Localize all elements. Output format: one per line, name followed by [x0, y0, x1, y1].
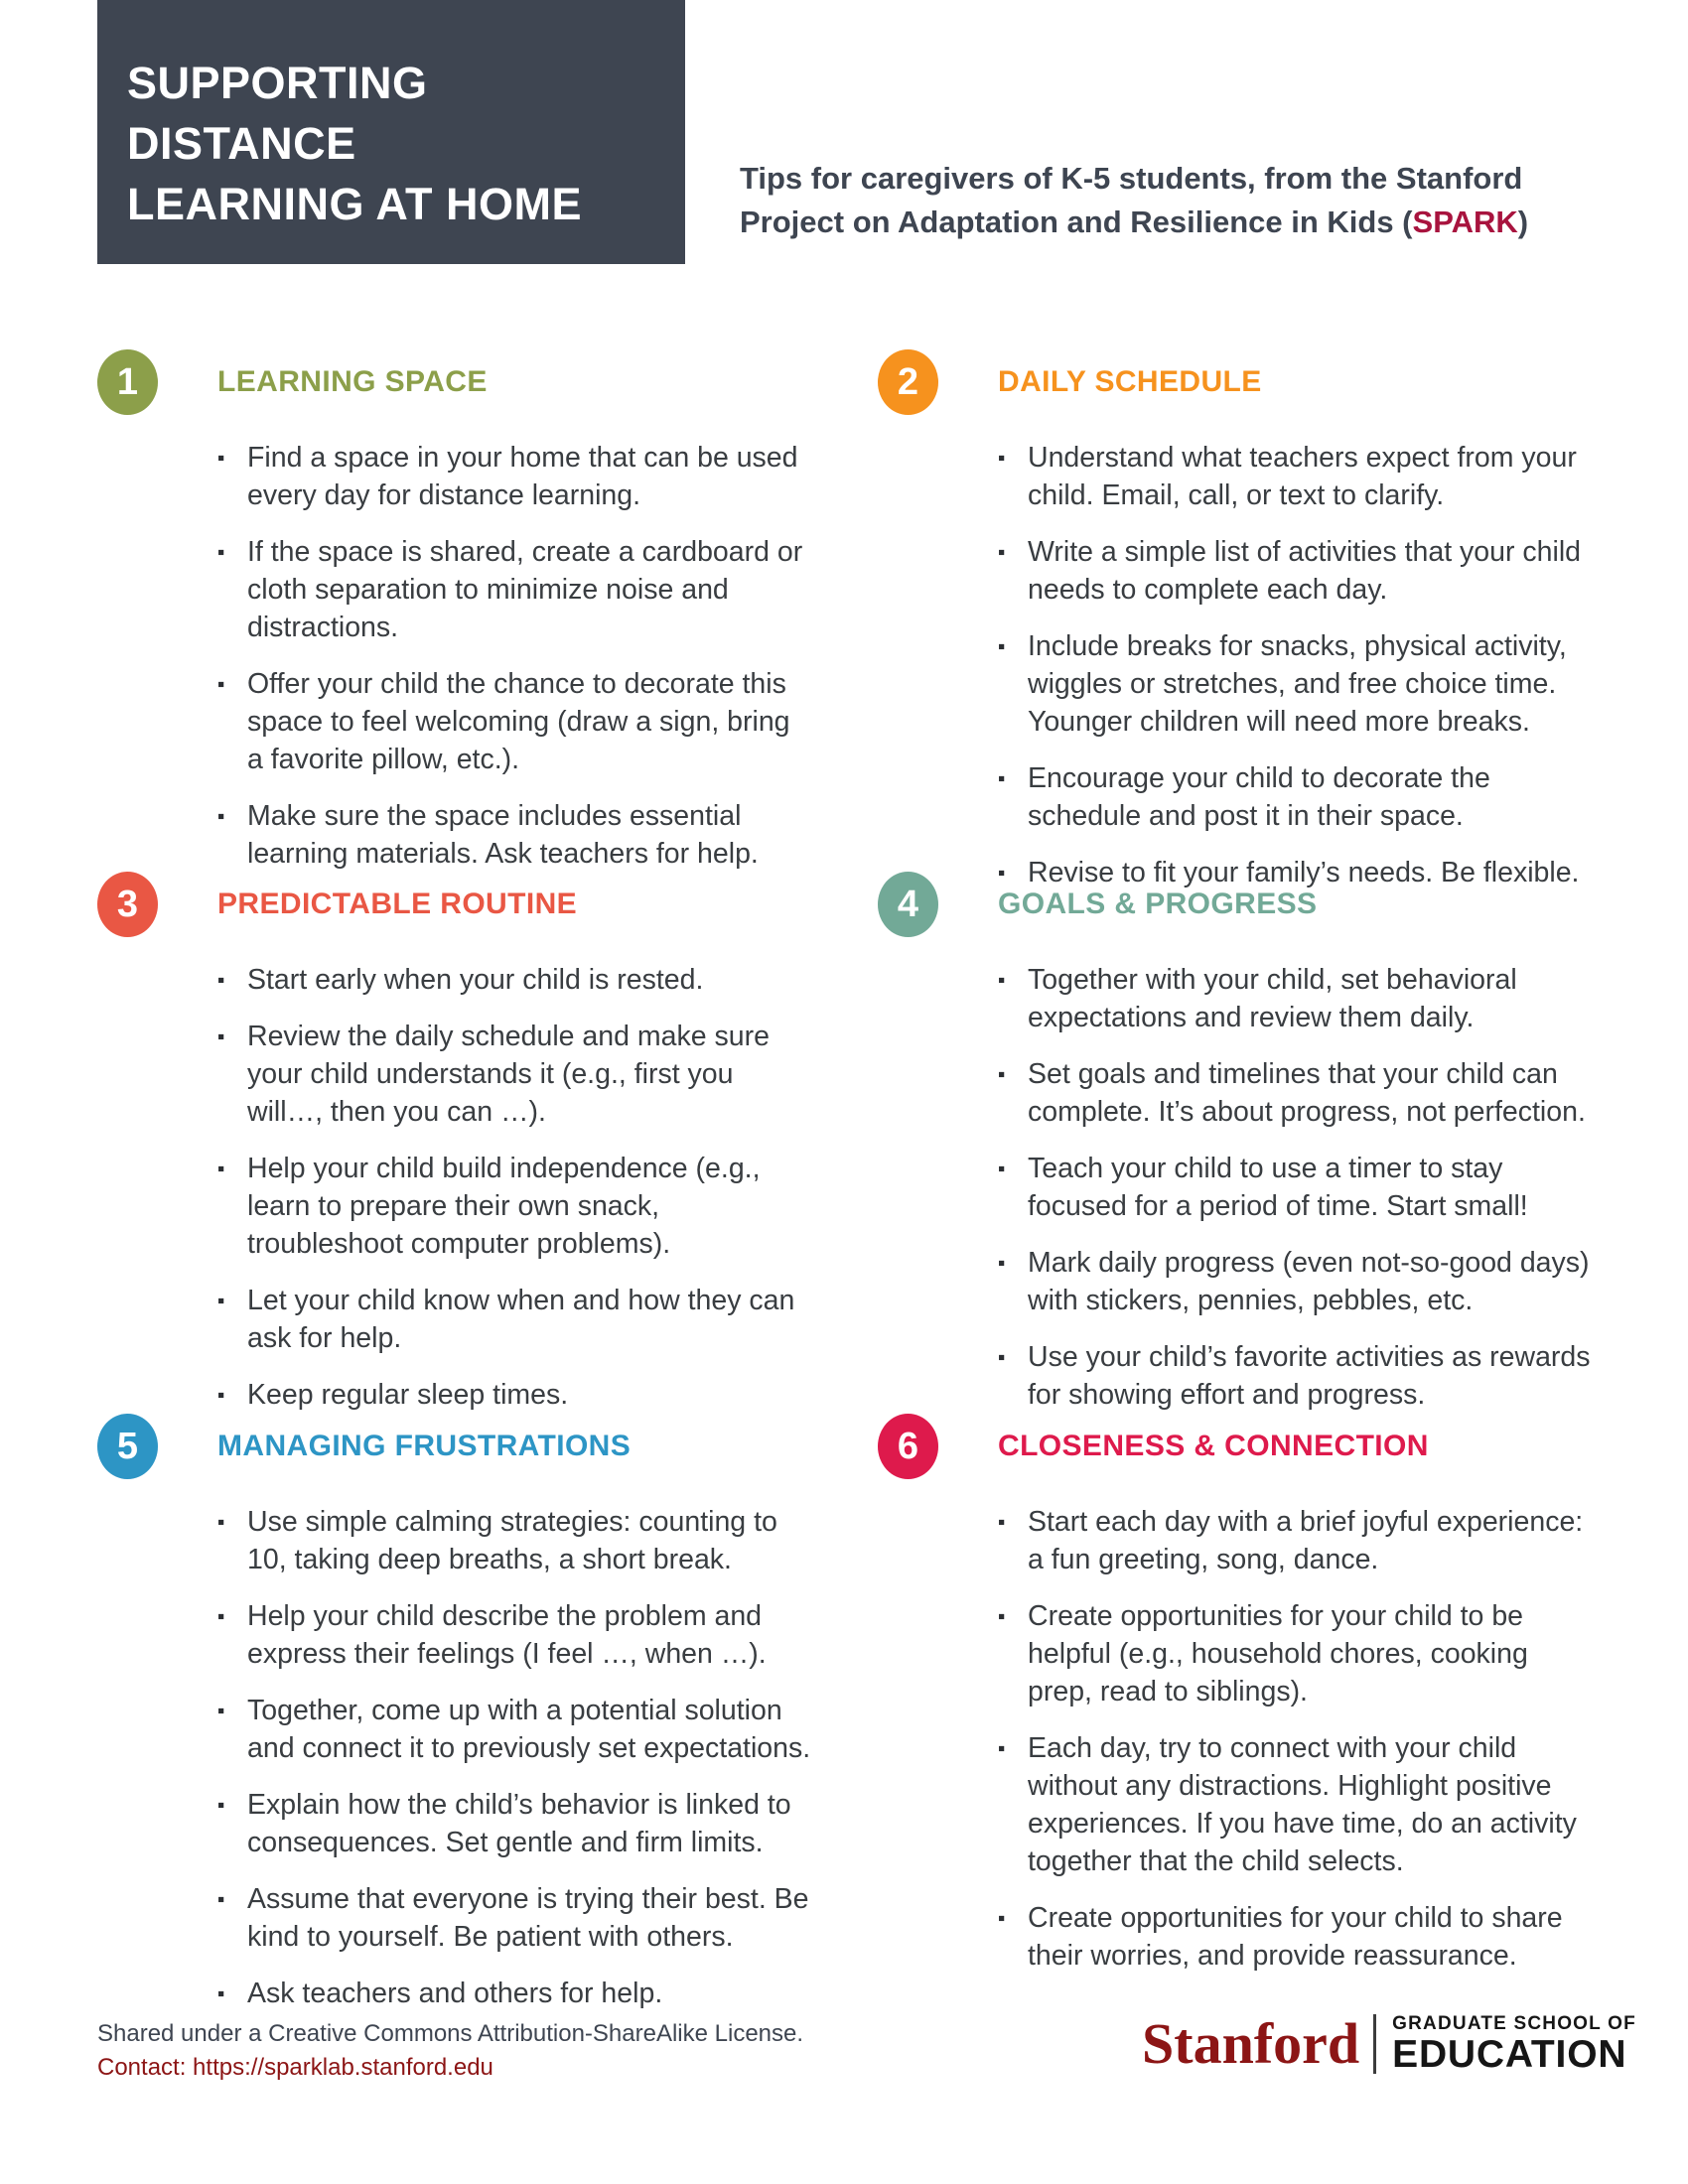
contact-row [97, 2051, 803, 2085]
bullet-list [878, 961, 1632, 1414]
list-item: ▪ If the space is shared, create a cardboard or cloth separation to minimize noise and distractions. [217, 533, 813, 646]
list-item: ▪ Use your child’s favorite activities as rewards for showing effort and progress. [998, 1338, 1594, 1414]
section-number-badge: 1 [97, 349, 158, 415]
page-title-line1: SUPPORTING DISTANCE [127, 58, 428, 169]
list-item: ▪ Each day, try to connect with your child without any distractions. Highlight positive experiences. If you have time, do an activity together that the child selects. [998, 1729, 1594, 1880]
section-title: MANAGING FRUSTRATIONS [217, 1430, 632, 1462]
page-title [97, 53, 685, 264]
list-item: ▪ Revise to fit your family’s needs. Be flexible. [998, 854, 1594, 891]
list-item: ▪ Mark daily progress (even not-so-good days) with stickers, pennies, pebbles, etc. [998, 1244, 1594, 1319]
bullet-list [97, 961, 852, 1414]
list-item: ▪ Find a space in your home that can be used every day for distance learning. [217, 439, 813, 514]
list-item: ▪ Help your child describe the problem and express their feelings (I feel …, when …). [217, 1597, 813, 1673]
contact-label: Contact: [97, 2054, 194, 2081]
section-managing-frustrations [97, 1414, 852, 2031]
section-header [878, 349, 1632, 415]
list-item: ▪ Offer your child the chance to decorate this space to feel welcoming (draw a sign, bring a favorite pillow, etc.). [217, 665, 813, 778]
section-header [97, 1414, 852, 1479]
list-item: ▪ Understand what teachers expect from your child. Email, call, or text to clarify. [998, 439, 1594, 514]
list-item: ▪ Let your child know when and how they can ask for help. [217, 1282, 813, 1357]
section-title: DAILY SCHEDULE [998, 365, 1262, 398]
list-item: ▪ Ask teachers and others for help. [217, 1975, 813, 2012]
page-subtitle [740, 157, 1602, 244]
logo-division [1392, 2013, 1636, 2075]
list-item: ▪ Write a simple list of activities that your child needs to complete each day. [998, 533, 1594, 609]
list-item: ▪ Explain how the child’s behavior is linked to consequences. Set gentle and firm limits. [217, 1786, 813, 1861]
list-item: ▪ Keep regular sleep times. [217, 1376, 813, 1414]
section-number-badge: 4 [878, 872, 938, 937]
list-item: ▪ Create opportunities for your child to share their worries, and provide reassurance. [998, 1899, 1594, 1975]
section-learning-space [97, 349, 852, 891]
section-closeness-connection [878, 1414, 1632, 1993]
stanford-gse-logo [1142, 2013, 1636, 2075]
bullet-list [97, 1503, 852, 2012]
contact-link[interactable]: https://sparklab.stanford.edu [193, 2054, 493, 2081]
list-item: ▪ Teach your child to use a timer to stay focused for a period of time. Start small! [998, 1150, 1594, 1225]
list-item: ▪ Start early when your child is rested. [217, 961, 813, 999]
section-header [97, 349, 852, 415]
section-title: LEARNING SPACE [217, 365, 488, 398]
list-item: ▪ Together with your child, set behavioral expectations and review them daily. [998, 961, 1594, 1036]
section-header [878, 1414, 1632, 1479]
list-item: ▪ Help your child build independence (e.g., learn to prepare their own snack, troubleshoot computer problems). [217, 1150, 813, 1263]
list-item: ▪ Create opportunities for your child to be helpful (e.g., household chores, cooking prep, read to siblings). [998, 1597, 1594, 1710]
section-number-badge: 2 [878, 349, 938, 415]
section-header [878, 872, 1632, 937]
logo-divider [1373, 2014, 1376, 2074]
list-item: ▪ Include breaks for snacks, physical activity, wiggles or stretches, and free choice time. Younger children will need more breaks. [998, 627, 1594, 741]
subtitle-close-paren: ) [1517, 205, 1529, 239]
bullet-list [97, 439, 852, 873]
section-title: CLOSENESS & CONNECTION [998, 1430, 1429, 1462]
list-item: ▪ Encourage your child to decorate the schedule and post it in their space. [998, 759, 1594, 835]
section-title: PREDICTABLE ROUTINE [217, 887, 578, 920]
section-daily-schedule [878, 349, 1632, 910]
logo-division-line2: EDUCATION [1392, 2033, 1627, 2076]
section-goals-progress [878, 872, 1632, 1433]
list-item: ▪ Together, come up with a potential solution and connect it to previously set expectations. [217, 1692, 813, 1767]
page-title-line2: LEARNING AT HOME [127, 179, 582, 229]
section-number-badge: 5 [97, 1414, 158, 1479]
list-item: ▪ Set goals and timelines that your child can complete. It’s about progress, not perfection. [998, 1055, 1594, 1131]
list-item: ▪ Use simple calming strategies: counting to 10, taking deep breaths, a short break. [217, 1503, 813, 1578]
section-predictable-routine [97, 872, 852, 1433]
footer-attribution [97, 2017, 803, 2085]
subtitle-text: Tips for caregivers of K-5 students, from the Stanford Project on Adaptation and Resilience in Kids ( [740, 161, 1523, 239]
bullet-list [878, 439, 1632, 891]
list-item: ▪ Make sure the space includes essential learning materials. Ask teachers for help. [217, 797, 813, 873]
logo-division-line1: GRADUATE SCHOOL OF [1392, 2013, 1636, 2034]
stanford-wordmark: Stanford [1142, 2011, 1360, 2076]
section-title: GOALS & PROGRESS [998, 887, 1318, 920]
section-number-badge: 3 [97, 872, 158, 937]
section-number-badge: 6 [878, 1414, 938, 1479]
list-item: ▪ Assume that everyone is trying their best. Be kind to yourself. Be patient with others. [217, 1880, 813, 1956]
spark-acronym: SPARK [1412, 205, 1518, 239]
header-title-box [97, 0, 685, 264]
list-item: ▪ Review the daily schedule and make sure your child understands it (e.g., first you will…, then you can …). [217, 1018, 813, 1131]
list-item: ▪ Start each day with a brief joyful experience: a fun greeting, song, dance. [998, 1503, 1594, 1578]
bullet-list [878, 1503, 1632, 1975]
section-header [97, 872, 852, 937]
license-text: Shared under a Creative Commons Attribution-ShareAlike License. [97, 2020, 804, 2047]
